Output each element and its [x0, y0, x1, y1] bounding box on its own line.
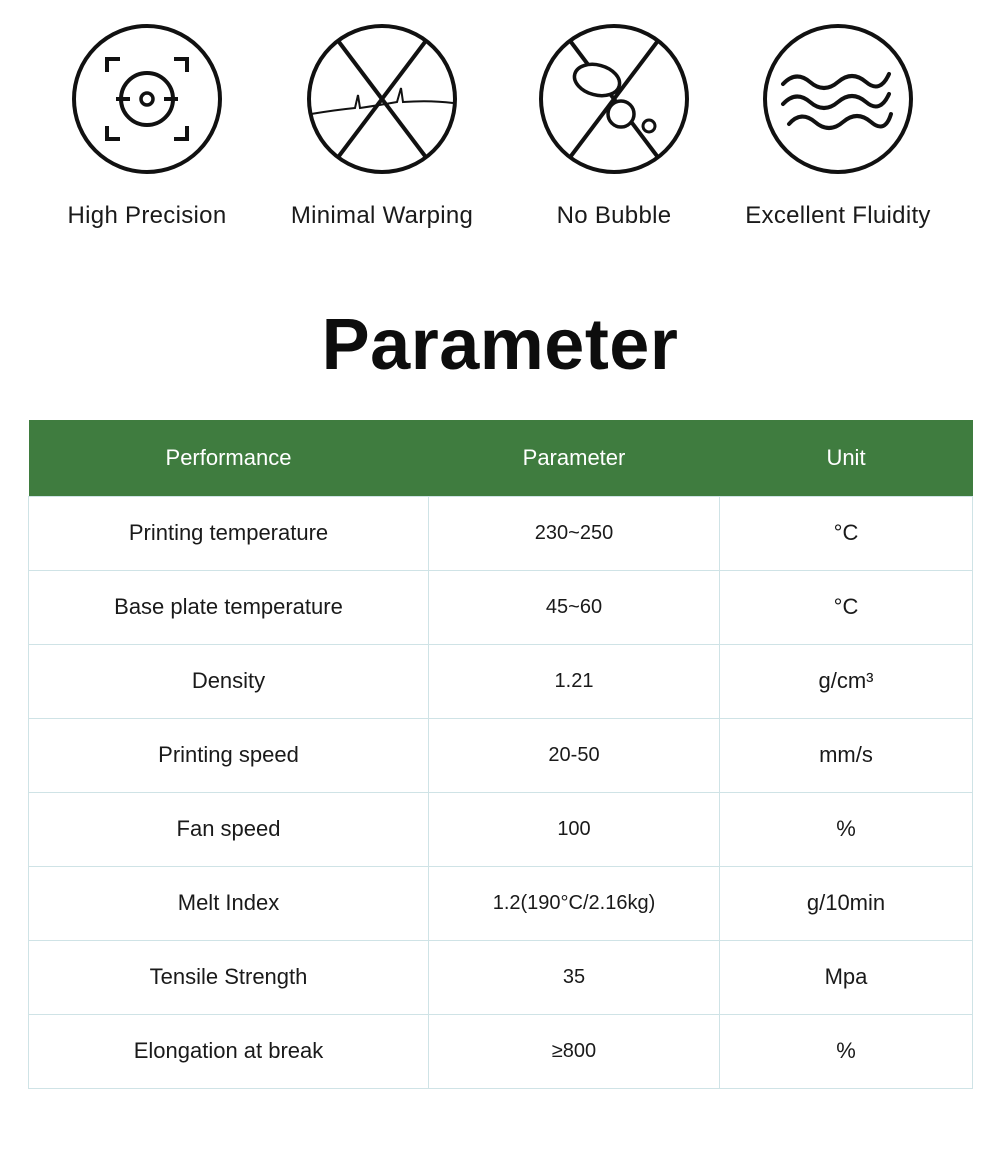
table-row	[29, 940, 973, 1014]
cell-parameter: 20-50	[429, 718, 720, 792]
feature-minimal-warping	[262, 22, 502, 230]
feature-high-precision	[27, 22, 267, 230]
cell-parameter: ≥800	[429, 1014, 720, 1088]
table-header-row	[29, 420, 973, 496]
table-row	[29, 570, 973, 644]
feature-label: Excellent Fluidity	[745, 202, 931, 229]
no-bubble-icon	[537, 22, 691, 176]
cell-unit: Mpa	[720, 940, 973, 1014]
cell-performance: Melt Index	[29, 866, 429, 940]
section-title: Parameter	[321, 305, 679, 385]
table-header	[29, 420, 973, 496]
cell-parameter: 1.2(190°C/2.16kg)	[429, 866, 720, 940]
header-unit: Unit	[826, 444, 866, 470]
feature-no-bubble	[494, 22, 734, 230]
cell-parameter: 230~250	[429, 496, 720, 570]
feature-label: Minimal Warping	[290, 202, 474, 229]
cell-performance: Printing temperature	[29, 496, 429, 570]
feature-label: No Bubble	[556, 202, 672, 229]
parameter-table	[28, 420, 973, 1089]
cell-unit: °C	[720, 496, 973, 570]
no-warping-icon	[305, 22, 459, 176]
cell-parameter: 100	[429, 792, 720, 866]
cell-performance: Fan speed	[29, 792, 429, 866]
table-row	[29, 718, 973, 792]
cell-unit: %	[720, 792, 973, 866]
cell-unit: mm/s	[720, 718, 973, 792]
table-row	[29, 496, 973, 570]
feature-excellent-fluidity	[718, 22, 958, 230]
table-row	[29, 1014, 973, 1088]
cell-unit: %	[720, 1014, 973, 1088]
table-body	[29, 496, 973, 1088]
cell-parameter: 1.21	[429, 644, 720, 718]
fluidity-waves-icon	[761, 22, 915, 176]
table-row	[29, 644, 973, 718]
table-row	[29, 866, 973, 940]
cell-parameter: 35	[429, 940, 720, 1014]
cell-unit: g/cm³	[720, 644, 973, 718]
feature-icons-row	[0, 0, 1000, 250]
precision-target-icon	[70, 22, 224, 176]
cell-unit: g/10min	[720, 866, 973, 940]
cell-performance: Tensile Strength	[29, 940, 429, 1014]
cell-performance: Base plate temperature	[29, 570, 429, 644]
cell-parameter: 45~60	[429, 570, 720, 644]
cell-performance: Printing speed	[29, 718, 429, 792]
header-performance: Performance	[165, 444, 292, 470]
table-row	[29, 792, 973, 866]
cell-performance: Elongation at break	[29, 1014, 429, 1088]
cell-unit: °C	[720, 570, 973, 644]
cell-performance: Density	[29, 644, 429, 718]
header-parameter: Parameter	[522, 444, 626, 470]
feature-label: High Precision	[67, 202, 227, 229]
